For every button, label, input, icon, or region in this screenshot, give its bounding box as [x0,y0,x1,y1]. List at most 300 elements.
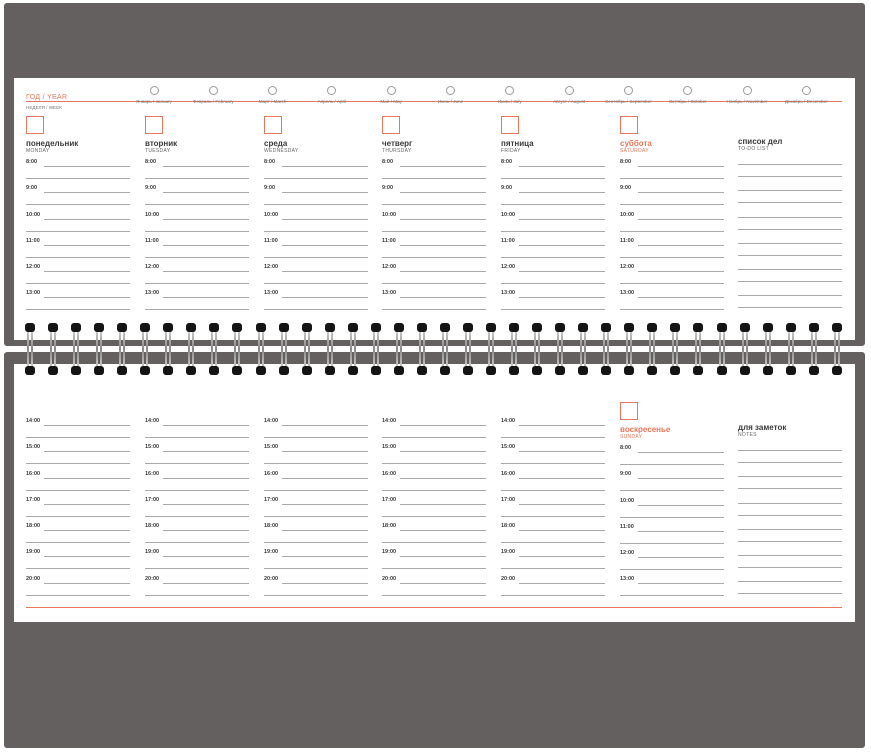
notes-column [738,423,842,604]
write-line [44,583,130,584]
write-line [738,269,842,270]
month-radio-icon[interactable] [802,86,811,95]
write-line [738,229,842,230]
time-slot[interactable] [738,160,842,186]
date-box[interactable] [501,116,519,134]
write-line [145,542,249,543]
time-slot[interactable] [145,264,249,293]
write-line [519,166,605,167]
time-slot[interactable] [501,523,605,552]
time-label: 8:00 [382,159,394,165]
time-slot[interactable] [382,549,486,578]
time-label: 14:00 [264,418,279,424]
write-line [738,541,842,542]
write-line [382,437,486,438]
time-slot[interactable] [738,446,842,472]
time-slot[interactable] [382,211,486,241]
write-line [519,245,605,246]
time-slot[interactable] [26,211,130,241]
time-slot[interactable] [501,159,605,188]
time-slot[interactable] [620,550,724,579]
time-slot[interactable] [382,264,486,293]
write-line [264,178,368,179]
write-line [145,516,249,517]
write-line [382,542,486,543]
month-option[interactable] [124,86,184,104]
write-line [519,478,605,479]
time-slot[interactable] [264,549,368,578]
day-name: среда [264,139,288,148]
todo-column [738,137,842,318]
spiral-ring [693,323,703,375]
time-slot[interactable] [501,470,605,500]
write-line [26,516,130,517]
write-line [620,490,724,491]
time-slot[interactable] [26,496,130,526]
time-slot[interactable] [264,418,368,447]
month-radio-icon[interactable] [505,86,514,95]
write-line [738,255,842,256]
time-slot[interactable] [738,213,842,239]
month-option[interactable] [421,86,481,104]
day-column-saturday [620,116,724,320]
time-label: 19:00 [264,549,279,556]
write-line [44,271,130,272]
time-slot[interactable] [501,444,605,473]
time-slot[interactable] [26,444,130,473]
time-label: 19:00 [145,549,160,556]
time-label: 12:00 [264,264,279,271]
time-slot[interactable] [26,549,130,578]
date-box[interactable] [382,116,400,134]
time-slot[interactable] [145,444,249,473]
month-radio-icon[interactable] [565,86,574,95]
month-radio-icon[interactable] [268,86,277,95]
month-option[interactable] [480,86,540,104]
write-line [163,425,249,426]
write-line [638,166,724,167]
time-slot[interactable] [264,523,368,552]
month-option[interactable] [302,86,362,104]
write-line [44,530,130,531]
time-label: 14:00 [26,418,41,424]
time-label: 11:00 [501,237,515,244]
write-line [282,297,368,298]
date-box[interactable] [145,116,163,134]
month-radio-icon[interactable] [327,86,336,95]
time-slot[interactable] [264,159,368,188]
write-line [501,178,605,179]
write-line [620,569,724,570]
write-line [738,555,842,556]
day-name: воскресенье [620,425,671,434]
time-slot[interactable] [26,418,130,447]
write-line [501,204,605,205]
spiral-ring [209,323,219,375]
month-option[interactable] [658,86,718,104]
write-line [26,309,130,310]
spiral-ring [256,323,266,375]
write-line [264,516,368,517]
write-line [44,504,130,505]
month-radio-icon[interactable] [446,86,455,95]
time-slot[interactable] [145,549,249,578]
time-label: 16:00 [26,470,41,477]
time-label: 8:00 [620,159,632,165]
time-slot[interactable] [145,523,249,552]
write-line [282,504,368,505]
time-slot[interactable] [382,575,486,605]
time-slot[interactable] [264,290,368,319]
write-line [620,595,724,596]
time-slot[interactable] [382,418,486,447]
time-slot[interactable] [264,575,368,605]
write-line [282,556,368,557]
time-slot[interactable] [620,445,724,474]
time-label: 8:00 [501,159,513,165]
month-label: Ноябрь / November [726,99,768,104]
write-line [620,543,724,544]
time-slot[interactable] [738,239,842,265]
month-radio-icon[interactable] [150,86,159,95]
time-slot[interactable] [382,523,486,552]
write-line [738,295,842,296]
time-label: 8:00 [264,159,276,165]
time-label: 10:00 [264,211,279,218]
spiral-ring [348,323,358,375]
time-slot[interactable] [738,472,842,498]
time-slot[interactable] [738,499,842,525]
write-line [738,529,842,530]
write-line [163,583,249,584]
time-label: 20:00 [501,575,516,582]
write-line [382,490,486,491]
time-label: 13:00 [145,290,160,297]
time-slot[interactable] [264,444,368,473]
write-line [44,297,130,298]
time-slot[interactable] [382,237,486,267]
write-line [638,531,724,532]
write-line [738,243,842,244]
month-option[interactable] [776,86,836,104]
month-label: Август / August [553,99,586,104]
time-label: 10:00 [620,211,635,218]
time-slot[interactable] [620,237,724,267]
time-label: 20:00 [26,575,41,582]
time-slot[interactable] [620,290,724,319]
time-slot[interactable] [26,264,130,293]
write-line [163,478,249,479]
write-line [26,595,130,596]
spiral-ring [578,323,588,375]
time-label: 17:00 [264,496,279,503]
spiral-ring [832,323,842,375]
time-slot[interactable] [382,470,486,500]
month-radio-icon[interactable] [683,86,692,95]
time-label: 13:00 [501,290,516,297]
spiral-binding [0,322,871,376]
write-line [145,490,249,491]
time-slot[interactable] [145,237,249,267]
time-label: 10:00 [145,211,160,218]
write-line [163,192,249,193]
write-line [620,283,724,284]
time-label: 8:00 [620,445,632,451]
time-label: 15:00 [382,444,397,451]
write-line [519,504,605,505]
month-option[interactable] [539,86,599,104]
day-column-thursday [382,116,486,320]
time-slot[interactable] [26,523,130,552]
time-label: 12:00 [620,264,635,271]
time-slot[interactable] [738,551,842,577]
time-slot[interactable] [382,159,486,188]
time-label: 10:00 [382,211,397,218]
time-slot[interactable] [738,186,842,212]
time-slot[interactable] [620,471,724,500]
date-box[interactable] [620,402,638,420]
write-line [501,231,605,232]
write-line [44,425,130,426]
write-line [638,219,724,220]
write-line [145,178,249,179]
day-name-en: TUESDAY [145,148,171,154]
date-box[interactable] [26,116,44,134]
write-line [264,490,368,491]
time-slot[interactable] [382,444,486,473]
day-name: понедельник [26,139,79,148]
time-slot[interactable] [145,290,249,319]
write-line [638,478,724,479]
write-line [44,219,130,220]
write-line [501,283,605,284]
write-line [163,271,249,272]
time-slot[interactable] [145,496,249,526]
write-line [400,219,486,220]
write-line [400,425,486,426]
time-label: 20:00 [382,575,397,582]
write-line [620,517,724,518]
time-label: 9:00 [382,185,394,192]
spiral-ring [279,323,289,375]
time-slot[interactable] [264,264,368,293]
month-label: Сентябрь / September [604,99,652,104]
write-line [738,567,842,568]
time-slot[interactable] [620,185,724,214]
time-label: 9:00 [26,185,38,192]
time-label: 16:00 [145,470,160,477]
spiral-ring [763,323,773,375]
time-label: 11:00 [26,237,40,244]
spiral-ring [717,323,727,375]
time-slot[interactable] [26,159,130,188]
month-option[interactable] [183,86,243,104]
date-box[interactable] [264,116,282,134]
spiral-ring [601,323,611,375]
write-line [400,478,486,479]
write-line [501,437,605,438]
write-line [738,462,842,463]
write-line [400,297,486,298]
write-line [382,463,486,464]
month-radio-icon[interactable] [743,86,752,95]
footer-rule [26,607,842,608]
month-radio-icon[interactable] [624,86,633,95]
time-slot[interactable] [264,496,368,526]
todo-title-en: TO-DO LIST [738,146,769,152]
write-line [264,542,368,543]
time-slot[interactable] [264,211,368,241]
time-slot[interactable] [145,575,249,605]
time-label: 9:00 [145,185,157,192]
month-label: Июнь / June [437,99,464,104]
time-label: 12:00 [501,264,516,271]
time-slot[interactable] [738,525,842,551]
time-slot[interactable] [738,265,842,291]
write-line [400,166,486,167]
time-slot[interactable] [145,418,249,447]
day-column-friday [501,116,605,320]
time-label: 20:00 [264,575,279,582]
month-option[interactable] [361,86,421,104]
write-line [163,451,249,452]
write-line [282,166,368,167]
year-label: ГОД / YEAR [26,94,68,101]
day-column-sunday [620,402,724,606]
time-slot[interactable] [501,549,605,578]
time-slot[interactable] [501,237,605,267]
time-slot[interactable] [26,290,130,319]
week-label: НЕДЕЛЯ / WEEK [26,105,63,110]
day-column-evening [382,418,486,605]
time-label: 15:00 [26,444,41,451]
write-line [382,231,486,232]
time-label: 14:00 [501,418,516,424]
month-label: Декабрь / December [784,99,828,104]
time-slot[interactable] [738,577,842,603]
write-line [145,204,249,205]
time-label: 19:00 [501,549,516,556]
time-label: 10:00 [501,211,516,218]
write-line [382,516,486,517]
time-slot[interactable] [145,470,249,500]
time-label: 18:00 [382,523,397,530]
time-slot[interactable] [501,418,605,447]
time-slot[interactable] [26,185,130,214]
time-slot[interactable] [620,264,724,293]
time-label: 12:00 [26,264,41,271]
month-option[interactable] [598,86,658,104]
spiral-ring [371,323,381,375]
time-slot[interactable] [620,576,724,605]
month-radio-icon[interactable] [387,86,396,95]
write-line [519,556,605,557]
time-label: 11:00 [620,523,634,530]
time-label: 13:00 [264,290,279,297]
time-slot[interactable] [26,470,130,500]
spiral-ring [670,323,680,375]
day-name: четверг [382,139,413,148]
write-line [264,437,368,438]
time-slot[interactable] [620,523,724,553]
write-line [26,463,130,464]
time-slot[interactable] [26,237,130,267]
write-line [519,425,605,426]
time-slot[interactable] [145,159,249,188]
time-slot[interactable] [264,470,368,500]
write-line [738,202,842,203]
write-line [382,283,486,284]
day-name-en: MONDAY [26,148,50,154]
write-line [264,463,368,464]
time-slot[interactable] [620,497,724,527]
time-label: 17:00 [382,496,397,503]
time-slot[interactable] [501,575,605,605]
date-box[interactable] [620,116,638,134]
write-line [382,595,486,596]
day-name: суббота [620,139,652,148]
time-label: 18:00 [145,523,160,530]
write-line [163,504,249,505]
time-slot[interactable] [501,185,605,214]
time-slot[interactable] [620,211,724,241]
spiral-ring [140,323,150,375]
time-label: 13:00 [382,290,397,297]
day-column-evening [145,418,249,605]
day-column-tuesday [145,116,249,320]
write-line [400,245,486,246]
write-line [282,425,368,426]
month-radio-icon[interactable] [209,86,218,95]
time-slot[interactable] [145,185,249,214]
write-line [145,283,249,284]
write-line [519,451,605,452]
month-option[interactable] [717,86,777,104]
time-slot[interactable] [738,291,842,317]
write-line [400,530,486,531]
day-column-wednesday [264,116,368,320]
write-line [44,478,130,479]
spiral-ring [48,323,58,375]
write-line [26,283,130,284]
time-slot[interactable] [26,575,130,605]
time-label: 11:00 [620,237,634,244]
time-label: 11:00 [264,237,278,244]
write-line [400,192,486,193]
write-line [163,219,249,220]
month-label: Февраль / February [192,99,234,104]
month-option[interactable] [243,86,303,104]
write-line [44,245,130,246]
time-slot[interactable] [382,185,486,214]
time-slot[interactable] [145,211,249,241]
time-label: 15:00 [501,444,516,451]
time-slot[interactable] [501,290,605,319]
write-line [501,542,605,543]
time-slot[interactable] [501,211,605,241]
write-line [44,451,130,452]
write-line [738,190,842,191]
time-slot[interactable] [501,496,605,526]
time-slot[interactable] [382,496,486,526]
time-slot[interactable] [264,237,368,267]
write-line [400,556,486,557]
time-slot[interactable] [501,264,605,293]
time-slot[interactable] [382,290,486,319]
write-line [26,437,130,438]
time-slot[interactable] [264,185,368,214]
time-slot[interactable] [620,159,724,188]
